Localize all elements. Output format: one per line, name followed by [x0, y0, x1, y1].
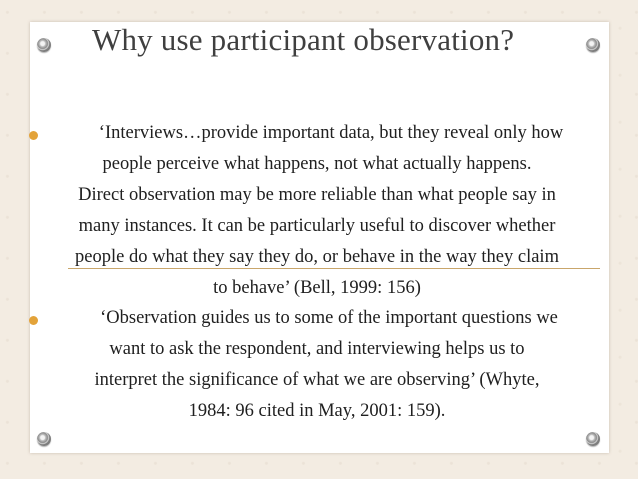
bullet-line: people perceive what happens, not what actually happens. — [102, 154, 532, 174]
slide-title: Why use participant observation? — [92, 22, 515, 57]
bullet-line: Direct observation may be more reliable than what people say in — [78, 185, 556, 205]
rivet-bottom-right-icon — [586, 432, 600, 446]
bullet-line: to behave’ (Bell, 1999: 156) — [213, 278, 421, 298]
rivet-top-left-icon — [37, 38, 51, 52]
bullet-dot-icon — [29, 131, 38, 140]
bullet-dot-icon — [29, 316, 38, 325]
bullet-line: people do what they say they do, or behave in the way they claim — [75, 247, 559, 267]
bullet-line: interpret the significance of what we are observing’ (Whyte, — [94, 370, 540, 390]
rivet-top-right-icon — [586, 38, 600, 52]
bullet-line: 1984: 96 cited in May, 2001: 159). — [188, 401, 446, 421]
bullet-line: ‘Interviews…provide important data, but they reveal only how — [98, 123, 564, 143]
rivet-bottom-left-icon — [37, 432, 51, 446]
bullet-quote-whyte — [52, 303, 582, 427]
bullet-line: want to ask the respondent, and interviewing helps us to — [109, 339, 525, 359]
bullet-quote-bell — [52, 118, 582, 304]
bullet-line: ‘Observation guides us to some of the important questions we — [100, 308, 558, 328]
bullet-line: many instances. It can be particularly useful to discover whether — [78, 216, 556, 236]
divider-line — [68, 268, 600, 269]
